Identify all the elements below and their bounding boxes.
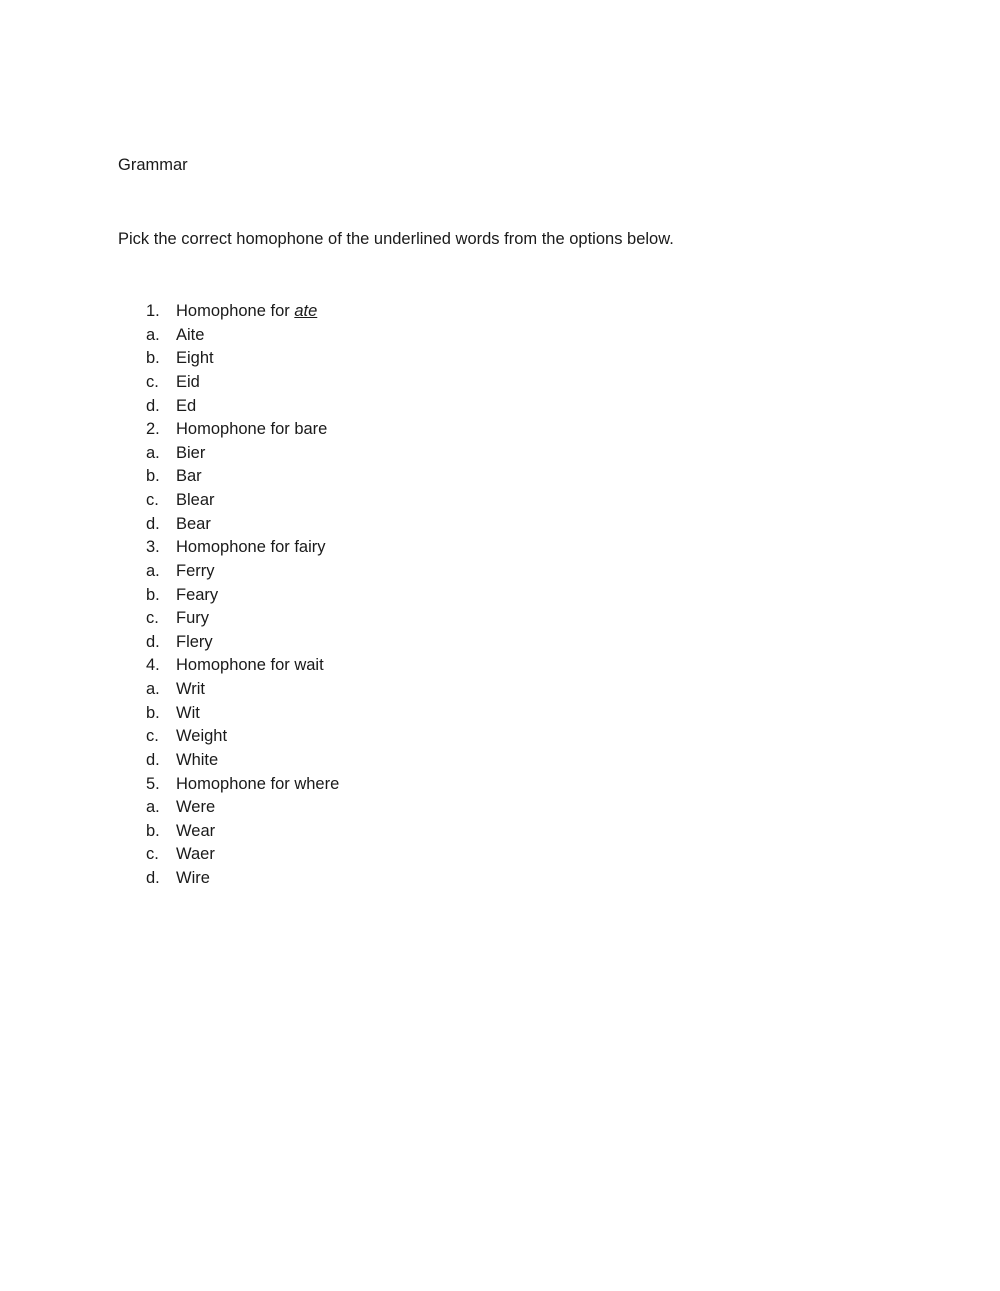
option-item (0, 867, 1000, 891)
option-text: Wit (176, 703, 200, 722)
option-item (0, 513, 1000, 537)
question-item (0, 773, 1000, 797)
option-item (0, 843, 1000, 867)
option-letter: d. (146, 514, 160, 533)
option-item (0, 560, 1000, 584)
question-item (0, 300, 1000, 324)
option-letter: d. (146, 396, 160, 415)
option-letter: c. (146, 491, 159, 509)
option-text: Wear (176, 821, 216, 840)
option-text: Writ (176, 680, 206, 698)
option-text: Were (176, 798, 216, 817)
question-prompt: Homophone for wait (176, 656, 324, 675)
option-text: Blear (176, 491, 215, 509)
option-letter: d. (146, 632, 160, 651)
option-item (0, 324, 1000, 348)
option-item (0, 371, 1000, 395)
question-item (0, 654, 1000, 678)
option-letter: a. (146, 443, 160, 462)
option-text: Wire (176, 869, 210, 887)
option-item (0, 631, 1000, 655)
question-prompt (176, 300, 317, 324)
question-prompt: Homophone for bare (176, 420, 328, 439)
underlined-word: ate (294, 302, 318, 320)
option-letter: b. (146, 821, 160, 840)
option-text: White (176, 750, 219, 769)
option-text: Bier (176, 443, 206, 462)
option-text: Bear (176, 514, 211, 533)
option-letter: b. (146, 703, 160, 722)
question-number: 1. (146, 302, 160, 320)
option-item (0, 725, 1000, 749)
option-text: Ferry (176, 561, 215, 580)
option-text: Waer (176, 845, 215, 864)
instruction-text: Pick the correct homophone of the underlined words from the options below. (118, 230, 674, 248)
option-letter: a. (146, 680, 160, 698)
question-number: 2. (146, 420, 160, 439)
option-item (0, 584, 1000, 608)
page-title: Grammar (118, 156, 188, 174)
question-prompt-text: Homophone for (176, 302, 295, 320)
option-item (0, 820, 1000, 844)
option-item (0, 442, 1000, 466)
option-text: Eid (176, 372, 200, 391)
option-text: Eight (176, 349, 214, 368)
option-letter: a. (146, 798, 160, 817)
option-letter: b. (146, 467, 160, 486)
option-item (0, 465, 1000, 489)
option-letter: b. (146, 585, 160, 604)
option-item (0, 702, 1000, 726)
option-item (0, 489, 1000, 513)
question-number: 5. (146, 774, 160, 793)
option-item (0, 607, 1000, 631)
question-item (0, 536, 1000, 560)
question-prompt: Homophone for fairy (176, 538, 326, 557)
option-letter: d. (146, 750, 160, 769)
option-item (0, 347, 1000, 371)
option-letter: d. (146, 869, 160, 887)
option-item (0, 395, 1000, 419)
question-number: 3. (146, 538, 160, 557)
option-letter: a. (146, 325, 160, 344)
option-item (0, 678, 1000, 702)
option-text: Ed (176, 396, 197, 415)
option-text: Feary (176, 585, 219, 604)
option-text: Weight (176, 727, 228, 746)
question-prompt: Homophone for where (176, 774, 340, 793)
option-letter: a. (146, 561, 160, 580)
question-list (0, 300, 1000, 891)
question-item (0, 418, 1000, 442)
option-item (0, 749, 1000, 773)
option-text: Aite (176, 325, 205, 344)
option-letter: c. (146, 609, 159, 628)
option-text: Fury (176, 609, 209, 628)
option-letter: c. (146, 727, 159, 746)
option-text: Flery (176, 632, 213, 651)
option-letter: c. (146, 845, 159, 864)
option-letter: c. (146, 372, 159, 391)
question-number: 4. (146, 656, 160, 675)
option-text: Bar (176, 467, 202, 486)
option-letter: b. (146, 349, 160, 368)
option-item (0, 796, 1000, 820)
